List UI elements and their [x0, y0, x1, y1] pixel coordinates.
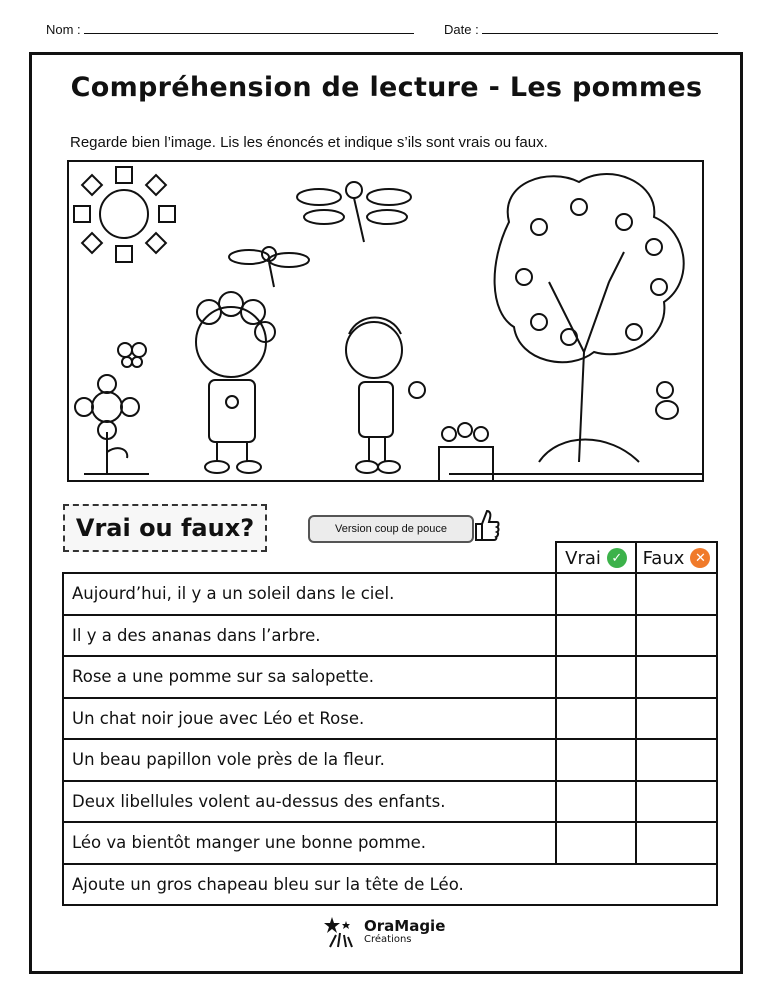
thumbs-up-icon [470, 506, 500, 544]
false-label: Faux [642, 547, 685, 569]
table-row-instruction [62, 865, 718, 907]
true-column-header [555, 541, 637, 573]
hint-version-button[interactable]: Version coup de pouce [308, 515, 474, 543]
dragonfly-icon-2 [229, 247, 309, 287]
true-checkbox[interactable] [557, 657, 637, 697]
name-label: Nom : [46, 22, 81, 37]
check-icon: ✓ [607, 548, 627, 568]
true-false-table [62, 572, 718, 906]
scene-illustration [67, 160, 704, 482]
logo-name: OraMagie [364, 917, 446, 935]
true-checkbox[interactable] [557, 782, 637, 822]
apple-crate [439, 423, 493, 481]
boy-character [346, 318, 425, 474]
true-checkbox[interactable] [557, 823, 637, 863]
table-row [62, 574, 718, 616]
section-badge: Vrai ou faux? [63, 504, 267, 552]
table-row [62, 782, 718, 824]
false-checkbox[interactable] [637, 616, 716, 656]
statement-text: Rose a une pomme sur sa salopette. [64, 657, 557, 697]
instruction-text: Regarde bien l’image. Lis les énoncés et indique s’ils sont vrais ou faux. [70, 134, 548, 151]
flower-icon [75, 375, 149, 474]
table-row [62, 740, 718, 782]
true-checkbox[interactable] [557, 616, 637, 656]
true-checkbox[interactable] [557, 740, 637, 780]
statement-text: Un beau papillon vole près de la fleur. [64, 740, 557, 780]
statement-text: Il y a des ananas dans l’arbre. [64, 616, 557, 656]
table-row [62, 657, 718, 699]
true-label: Vrai [565, 547, 601, 569]
table-row [62, 699, 718, 741]
final-instruction-text: Ajoute un gros chapeau bleu sur la tête de Léo. [72, 874, 464, 894]
table-row [62, 823, 718, 865]
butterfly-icon [118, 343, 146, 367]
false-column-header [635, 541, 718, 573]
statement-text: Deux libellules volent au-dessus des enfants. [64, 782, 557, 822]
cross-icon: ✕ [690, 548, 710, 568]
name-field[interactable] [46, 22, 414, 37]
sun-icon [74, 167, 175, 262]
stars-logo-icon [324, 915, 358, 949]
true-checkbox[interactable] [557, 699, 637, 739]
dragonfly-icon [297, 182, 411, 242]
false-checkbox[interactable] [637, 740, 716, 780]
statement-text: Léo va bientôt manger une bonne pomme. [64, 823, 557, 863]
date-label: Date : [444, 22, 479, 37]
true-checkbox[interactable] [557, 574, 637, 614]
name-line[interactable] [84, 22, 414, 34]
girl-character [196, 292, 275, 473]
false-checkbox[interactable] [637, 782, 716, 822]
date-field[interactable] [444, 22, 718, 37]
brand-logo [324, 912, 454, 952]
false-checkbox[interactable] [637, 657, 716, 697]
statement-text: Aujourd’hui, il y a un soleil dans le ciel. [64, 574, 557, 614]
statement-text: Un chat noir joue avec Léo et Rose. [64, 699, 557, 739]
false-checkbox[interactable] [637, 823, 716, 863]
table-row [62, 616, 718, 658]
date-line[interactable] [482, 22, 718, 34]
bee-icon [656, 382, 678, 419]
false-checkbox[interactable] [637, 574, 716, 614]
worksheet-title: Compréhension de lecture - Les pommes [70, 72, 703, 103]
apple-tree [495, 174, 684, 462]
logo-subtitle: Créations [364, 934, 412, 945]
false-checkbox[interactable] [637, 699, 716, 739]
